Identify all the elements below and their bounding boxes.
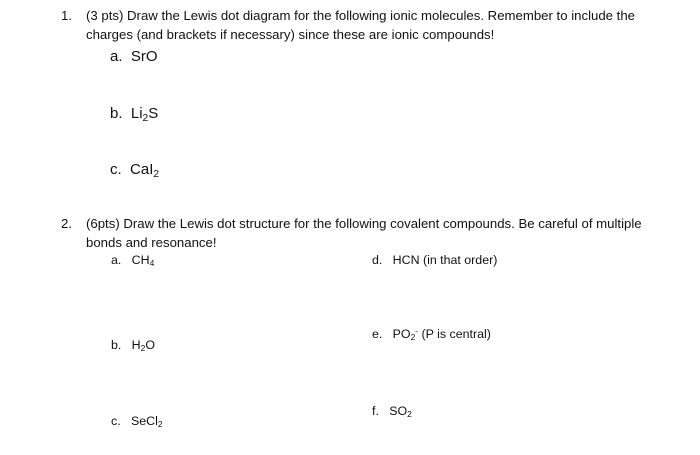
- q1-item-b-subscript: 2: [142, 112, 149, 124]
- q1-item-a-letter: a.: [110, 48, 123, 65]
- q2-item-e-superscript: -: [415, 326, 419, 337]
- q2-item-c: [111, 414, 163, 430]
- q2-item-c-formula-part1: SeCl: [130, 414, 158, 428]
- q2-item-b-subscript: 2: [140, 343, 146, 354]
- q1-item-b-letter: b.: [110, 105, 123, 122]
- q1-item-c: [110, 161, 160, 180]
- q1-prompt-line1: (3 pts) Draw the Lewis dot diagram for the following ionic molecules. Remember to include the: [86, 8, 636, 23]
- q1-item-b-formula-part1: Li: [130, 105, 143, 122]
- q2-item-d: [372, 254, 497, 266]
- q2-item-b-formula-part1: H: [131, 338, 141, 352]
- q1-item-c-letter: c.: [110, 161, 122, 178]
- q2-item-a-subscript: 4: [149, 258, 155, 269]
- q1-item-c-formula-part1: CaI: [130, 161, 154, 178]
- q2-item-e-formula-part1: PO: [392, 327, 411, 341]
- q1-prompt-line2: charges (and brackets if necessary) since these are ionic compounds!: [86, 27, 495, 42]
- q2-item-e-subscript: 2: [410, 332, 416, 343]
- q2-item-b-letter: b.: [111, 338, 122, 352]
- q2-item-c-letter: c.: [111, 414, 121, 428]
- q2-item-d-formula: HCN (in that order): [392, 253, 498, 267]
- q1-item-a: [110, 49, 158, 64]
- q2-item-c-subscript: 2: [157, 419, 163, 430]
- q1-item-b-formula-part2: S: [148, 105, 159, 122]
- q2-item-f-letter: f.: [372, 404, 379, 418]
- q2-item-e-letter: e.: [372, 327, 383, 341]
- q1-item-a-formula: SrO: [130, 48, 158, 65]
- q2-item-e: [372, 326, 491, 343]
- q2-item-e-note: (P is central): [418, 327, 491, 341]
- q2-item-a: [111, 253, 155, 269]
- q1-item-c-subscript: 2: [153, 168, 160, 180]
- q2-item-a-letter: a.: [111, 253, 122, 267]
- q2-prompt-line1: (6pts) Draw the Lewis dot structure for the following covalent compounds. Be careful of multiple: [86, 216, 642, 231]
- q2-number: 2.: [61, 216, 72, 231]
- q2-item-f-formula-part1: SO: [389, 404, 408, 418]
- q2-item-d-letter: d.: [372, 253, 383, 267]
- q2-item-b: [111, 338, 155, 354]
- q1-number: 1.: [61, 8, 72, 23]
- q2-item-f: [372, 404, 412, 420]
- q2-item-b-formula-part2: O: [145, 338, 155, 352]
- q2-prompt-line2: bonds and resonance!: [86, 235, 217, 250]
- q2-item-f-subscript: 2: [407, 409, 412, 420]
- q1-item-b: [110, 105, 159, 124]
- q2-item-a-formula-part1: CH: [131, 253, 150, 267]
